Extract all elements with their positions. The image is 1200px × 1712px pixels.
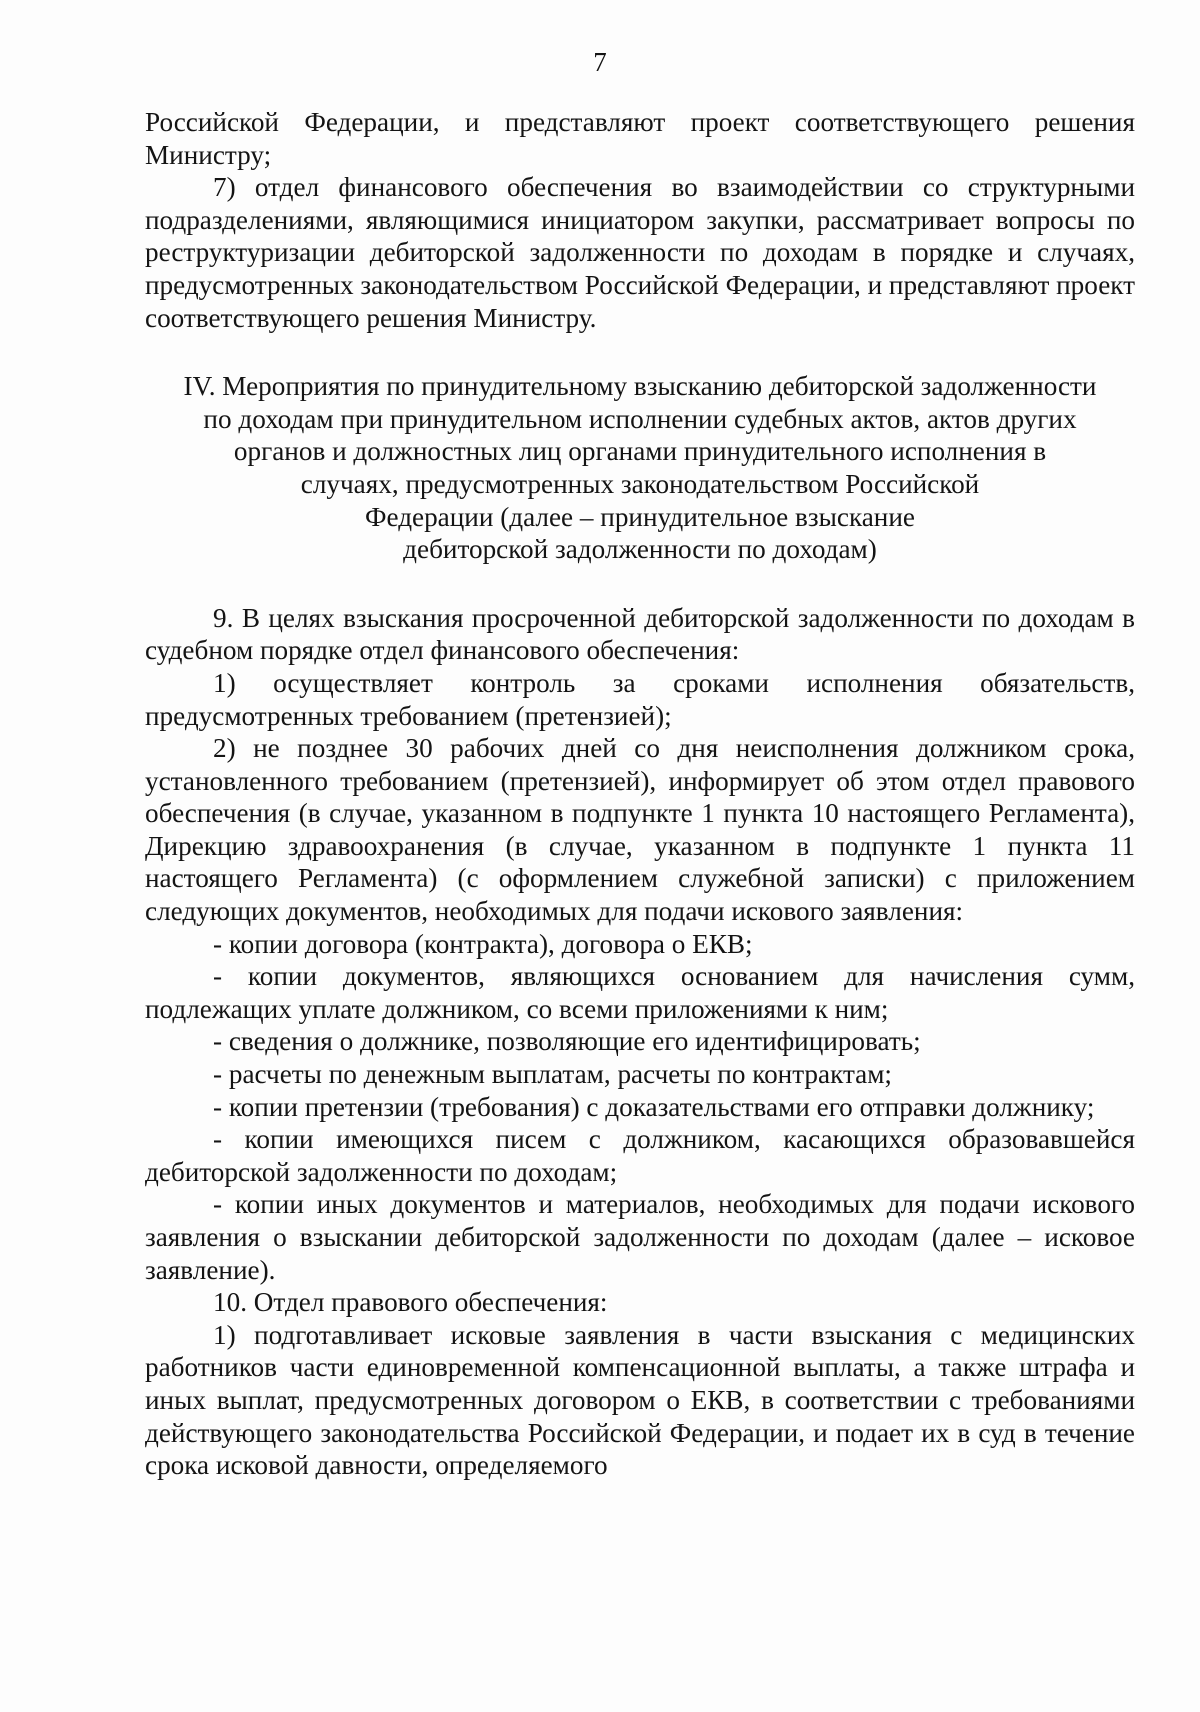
list-item: - копии иных документов и материалов, необходимых для подачи искового заявления о взыскании дебиторской задолженности по доходам (далее – исковое заявление). [145, 1189, 1135, 1285]
list-item: - расчеты по денежным выплатам, расчеты по контрактам; [213, 1059, 892, 1090]
list-item: - копии документов, являющихся основанием для начисления сумм, подлежащих уплате должником, со всеми приложениями к ним; [145, 961, 1135, 1024]
list-item: - копии имеющихся писем с должником, касающихся образовавшейся дебиторской задолженности по доходам; [145, 1124, 1135, 1187]
document-body [145, 106, 1135, 1482]
paragraph-subitem-2: 2) не позднее 30 рабочих дней со дня неисполнения должником срока, установленного требованием (претензией), информирует об этом отдел правового обеспечения (в случае, указанном в подпункте 1 пункта 10 настоящего Регламента), Дирекцию здравоохранения (в случае, указанном в подпункте 1 пункта 11 настоящего Регламента) (с оформлением служебной записки) с приложением следующих документов, необходимых для подачи искового заявления: [145, 733, 1135, 927]
section-heading-line: случаях, предусмотренных законодательством Российской [300, 468, 980, 499]
section-heading-line: дебиторской задолженности по доходам) [403, 534, 877, 565]
list-item: - сведения о должнике, позволяющие его идентифицировать; [213, 1026, 921, 1057]
section-heading-line: Федерации (далее – принудительное взыскание [365, 501, 915, 532]
paragraph-subitem-1: 1) подготавливает исковые заявления в части взыскания с медицинских работников части единовременной компенсационной выплаты, а также штрафа и иных выплат, предусмотренных договором о ЕКВ, в соответствии с требованиями действующего законодательства Российской Федерации, и подает их в суд в течение срока исковой давности, определяемого [145, 1319, 1135, 1481]
paragraph-point-10: 10. Отдел правового обеспечения: [213, 1287, 608, 1318]
section-heading [145, 370, 1135, 566]
section-heading-line: органов и должностных лиц органами принудительного исполнения в [233, 436, 1047, 467]
page-number: 7 [593, 47, 607, 77]
list-item: - копии договора (контракта), договора о ЕКВ; [213, 928, 753, 959]
section-heading-line: IV. Мероприятия по принудительному взысканию дебиторской задолженности [183, 371, 1097, 402]
paragraph-point-9: 9. В целях взыскания просроченной дебиторской задолженности по доходам в судебном порядке отдел финансового обеспечения: [145, 602, 1135, 666]
paragraph-continuation: Российской Федерации, и представляют проект соответствующего решения Министру; [145, 107, 1135, 170]
list-item: - копии претензии (требования) с доказательствами его отправки должнику; [213, 1091, 1095, 1122]
paragraph-subitem-1: 1) осуществляет контроль за сроками исполнения обязательств, предусмотренных требованием (претензией); [145, 667, 1135, 731]
section-heading-line: по доходам при принудительном исполнении судебных актов, актов других [203, 403, 1077, 434]
paragraph-item-7: 7) отдел финансового обеспечения во взаимодействии со структурными подразделениями, являющимися инициатором закупки, рассматривает вопросы по реструктуризации дебиторской задолженности по доходам в порядке и случаях, предусмотренных законодательством Российской Федерации, и представляют проект соответствующего решения Министру. [145, 172, 1135, 333]
